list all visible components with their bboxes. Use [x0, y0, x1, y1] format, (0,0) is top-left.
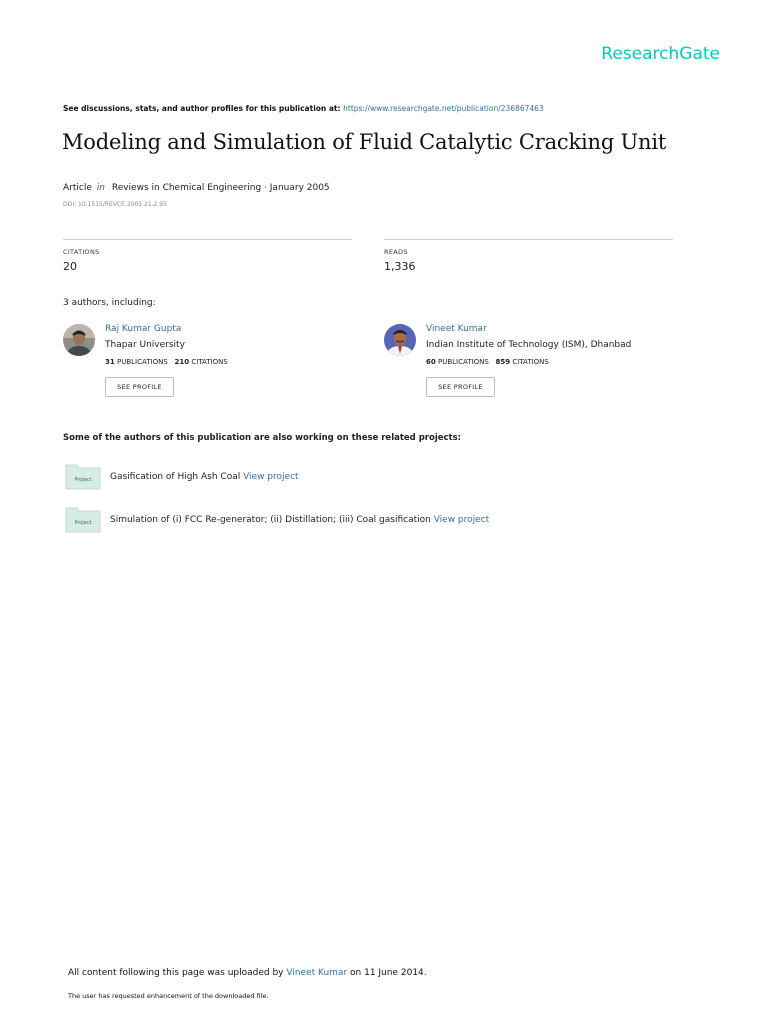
reads-value: 1,336 — [384, 260, 416, 273]
see-profile-button[interactable]: SEE PROFILE — [426, 377, 495, 397]
author-citations-count: 210 — [174, 358, 190, 366]
author-publications-count: 60 — [426, 358, 436, 366]
enhancement-note: The user has requested enhancement of the downloaded file. — [68, 992, 269, 1000]
article-title: Modeling and Simulation of Fluid Catalytic Cracking Unit — [62, 130, 667, 154]
upload-suffix: on 11 June 2014. — [347, 968, 427, 978]
citations-value: 20 — [63, 260, 77, 273]
citations-divider — [63, 239, 352, 240]
project-title: Simulation of (i) FCC Re-generator; (ii) Distillation; (iii) Coal gasification — [110, 515, 431, 525]
discussion-notice — [63, 104, 544, 113]
author-citations-label: CITATIONS — [191, 358, 228, 366]
project-folder-icon[interactable] — [65, 462, 101, 488]
avatar[interactable] — [63, 324, 95, 356]
researchgate-logo: ResearchGate — [601, 44, 720, 64]
discussion-prefix: See discussions, stats, and author profiles for this publication at: — [63, 104, 344, 113]
project-folder-label: Project — [74, 520, 92, 526]
author-institution: Thapar University — [105, 340, 185, 350]
project-item — [110, 515, 489, 525]
project-folder-label: Project — [74, 477, 92, 483]
view-project-link[interactable]: View project — [243, 472, 299, 482]
author-citations-count: 859 — [495, 358, 511, 366]
project-folder-icon[interactable] — [65, 505, 101, 531]
uploader-link[interactable]: Vineet Kumar — [286, 968, 348, 978]
article-doi: DOI: 10.1515/REVCE.2005.21.2.95 — [63, 201, 167, 208]
article-meta — [63, 183, 330, 193]
upload-prefix: All content following this page was uploaded by — [68, 968, 287, 978]
author-publications-label: PUBLICATIONS — [116, 358, 168, 366]
authors-heading: 3 authors, including: — [63, 298, 156, 308]
reads-divider — [384, 239, 673, 240]
author-stats — [105, 358, 228, 366]
author-citations-label: CITATIONS — [512, 358, 549, 366]
publication-link[interactable]: https://www.researchgate.net/publication/236867463 — [343, 104, 544, 113]
author-name-link[interactable]: Vineet Kumar — [426, 324, 487, 334]
journal-date[interactable]: Reviews in Chemical Engineering · January 2005 — [111, 183, 330, 193]
see-profile-button[interactable]: SEE PROFILE — [105, 377, 174, 397]
view-project-link[interactable]: View project — [433, 515, 490, 525]
project-item — [110, 472, 299, 482]
author-photo-icon — [63, 324, 95, 356]
author-publications-count: 31 — [105, 358, 115, 366]
projects-heading: Some of the authors of this publication are also working on these related projects: — [63, 433, 462, 443]
author-institution: Indian Institute of Technology (ISM), Dhanbad — [426, 340, 632, 350]
project-title: Gasification of High Ash Coal — [110, 472, 241, 482]
avatar[interactable] — [384, 324, 416, 356]
citations-label: CITATIONS — [63, 248, 100, 256]
reads-label: READS — [384, 248, 408, 256]
upload-notice — [68, 968, 427, 978]
author-publications-label: PUBLICATIONS — [437, 358, 489, 366]
article-type: Article — [63, 183, 92, 193]
author-photo-icon — [384, 324, 416, 356]
author-stats — [426, 358, 549, 366]
article-in-word: in — [96, 183, 105, 193]
author-name-link[interactable]: Raj Kumar Gupta — [105, 324, 182, 334]
